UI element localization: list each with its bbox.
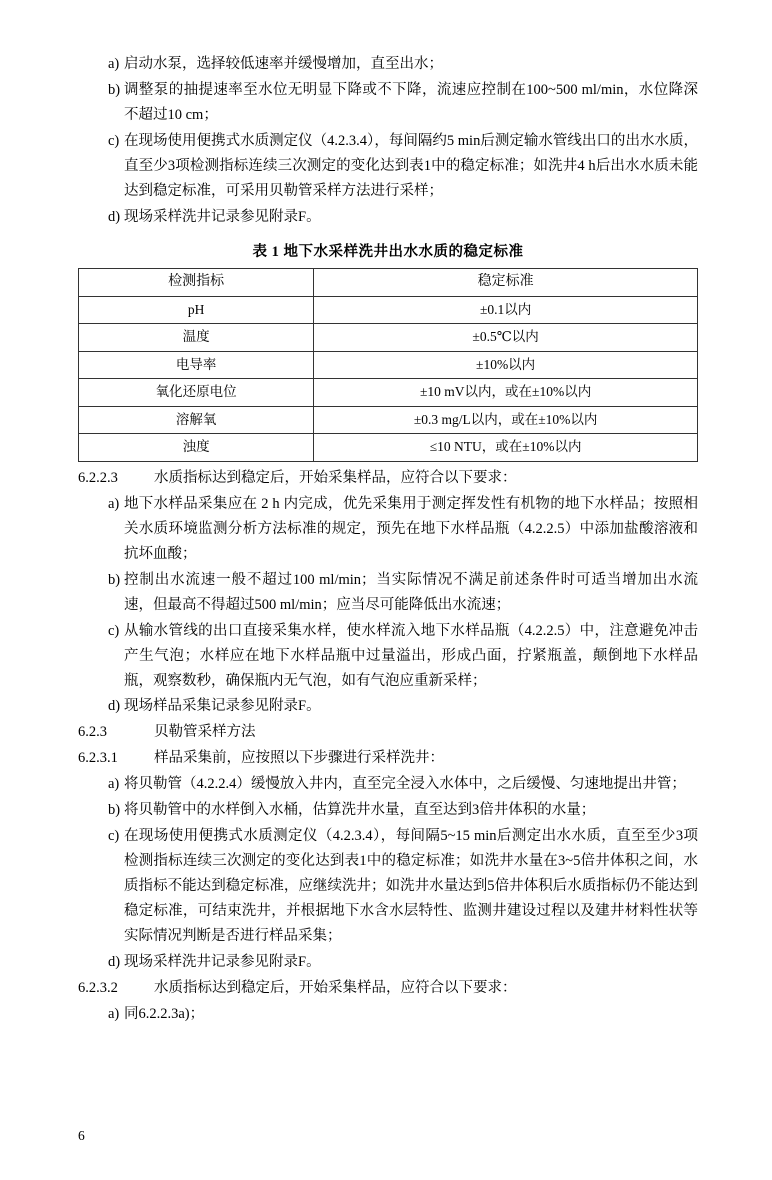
section-title: 样品采集前，应按照以下步骤进行采样洗井： xyxy=(154,750,444,767)
list-item xyxy=(78,129,698,204)
list-marker: b) xyxy=(108,571,121,588)
list-text: 将贝勒管中的水样倒入水桶，估算洗井水量，直至达到3倍井体积的水量； xyxy=(124,802,596,819)
list-text: 在现场使用便携式水质测定仪（4.2.3.4），每间隔5~15 min后测定出水水质，直至至少3项检测指标连续三次测定的变化达到表1中的稳定标准；如洗井水量在3~5倍井体积之间，水质指标不能达到稳定标准，应继续洗井；如洗井水量达到5倍井体积后水质指标仍不能达到稳定标准，可结束洗井，并根据地下水含水层特性、监测井建设过程以及建井材料性状等实际情况判断是否进行样品采集； xyxy=(124,828,698,944)
list-text: 调整泵的抽提速率至水位无明显下降或不下降，流速应控制在100~500 ml/min，水位降深不超过10 cm； xyxy=(124,81,698,123)
section-heading-6232 xyxy=(78,976,698,1001)
table-header-cell: 稳定标准 xyxy=(314,268,698,296)
list-text: 将贝勒管（4.2.2.4）缓慢放入井内，直至完全浸入水体中，之后缓慢、匀速地提出井管； xyxy=(124,776,686,793)
list-marker: d) xyxy=(108,698,121,715)
list-item xyxy=(78,568,698,618)
section-number: 6.2.3 xyxy=(78,724,107,741)
list-marker: d) xyxy=(108,953,121,970)
list-marker: c) xyxy=(108,132,120,149)
table-row xyxy=(79,434,698,462)
list-text: 地下水样品采集应在 2 h 内完成，优先采集用于测定挥发性有机物的地下水样品；按照相关水质环境监测分析方法标准的规定，预先在地下水样品瓶（4.2.2.5）中添加盐酸溶液和抗坏血酸； xyxy=(124,495,698,562)
list-item xyxy=(78,78,698,128)
section-heading-6223 xyxy=(78,466,698,491)
section-title: 水质指标达到稳定后，开始采集样品，应符合以下要求： xyxy=(154,470,517,487)
table-row xyxy=(79,324,698,352)
list-text: 现场采样洗井记录参见附录F。 xyxy=(124,953,321,970)
table-cell-indicator: pH xyxy=(79,296,314,324)
stability-standard-table xyxy=(78,268,698,462)
section-number: 6.2.3.2 xyxy=(78,979,118,996)
table-cell-indicator: 浊度 xyxy=(79,434,314,462)
table-row xyxy=(79,351,698,379)
section-heading-623 xyxy=(78,720,698,745)
list-item xyxy=(78,694,698,719)
table-row xyxy=(79,379,698,407)
list-marker: a) xyxy=(108,1005,120,1022)
table-header-row xyxy=(79,268,698,296)
table-cell-indicator: 温度 xyxy=(79,324,314,352)
list-marker: d) xyxy=(108,208,121,225)
list-text: 控制出水流速一般不超过100 ml/min；当实际情况不满足前述条件时可适当增加出水流速，但最高不得超过500 ml/min；应当尽可能降低出水流速； xyxy=(124,571,698,613)
section-title: 水质指标达到稳定后，开始采集样品，应符合以下要求： xyxy=(154,979,517,996)
section-heading-6231 xyxy=(78,746,698,771)
section-number: 6.2.2.3 xyxy=(78,470,118,487)
table-cell-indicator: 电导率 xyxy=(79,351,314,379)
list-item xyxy=(78,52,698,77)
table-row xyxy=(79,296,698,324)
list-item xyxy=(78,772,698,797)
page-number: 6 xyxy=(78,1128,85,1143)
list-item xyxy=(78,1002,698,1027)
table-header-cell: 检测指标 xyxy=(79,268,314,296)
list-item xyxy=(78,798,698,823)
table-cell-indicator: 氧化还原电位 xyxy=(79,379,314,407)
list-item xyxy=(78,492,698,567)
page-content xyxy=(78,52,698,1028)
list-text: 在现场使用便携式水质测定仪（4.2.3.4），每间隔约5 min后测定输水管线出口的出水水质，直至少3项检测指标连续三次测定的变化达到表1中的稳定标准；如洗井4 h后出水水质未能达到稳定标准，可采用贝勒管采样方法进行采样； xyxy=(124,132,698,199)
section-number: 6.2.3.1 xyxy=(78,750,118,767)
table-cell-indicator: 溶解氧 xyxy=(79,406,314,434)
list-marker: b) xyxy=(108,81,121,98)
list-marker: a) xyxy=(108,56,120,72)
list-item xyxy=(78,950,698,975)
list-item xyxy=(78,619,698,694)
table-cell-standard: ±10 mV以内，或在±10%以内 xyxy=(314,379,698,407)
list-marker: c) xyxy=(108,622,120,639)
list-text: 现场样品采集记录参见附录F。 xyxy=(124,698,321,715)
table-cell-standard: ±0.5℃以内 xyxy=(314,324,698,352)
section-title: 贝勒管采样方法 xyxy=(154,724,256,741)
list-marker: c) xyxy=(108,828,120,845)
table-row xyxy=(79,406,698,434)
list-text: 现场采样洗井记录参见附录F。 xyxy=(124,208,321,225)
list-item xyxy=(78,824,698,949)
list-marker: a) xyxy=(108,776,120,793)
list-marker: b) xyxy=(108,802,121,819)
table-cell-standard: ±0.1以内 xyxy=(314,296,698,324)
list-marker: a) xyxy=(108,495,120,512)
table-caption: 表 1 地下水采样洗井出水水质的稳定标准 xyxy=(252,243,524,260)
list-item xyxy=(78,205,698,230)
list-text: 同6.2.2.3a)； xyxy=(124,1005,205,1022)
list-text: 从输水管线的出口直接采集水样，使水样流入地下水样品瓶（4.2.2.5）中，注意避免冲击产生气泡；水样应在地下水样品瓶中过量溢出，形成凸面，拧紧瓶盖，颠倒地下水样品瓶，观察数秒，确保瓶内无气泡，如有气泡应重新采样； xyxy=(124,622,698,689)
table-cell-standard: ±10%以内 xyxy=(314,351,698,379)
table-cell-standard: ≤10 NTU，或在±10%以内 xyxy=(314,434,698,462)
list-text: 启动水泵，选择较低速率并缓慢增加，直至出水； xyxy=(124,56,443,72)
table-cell-standard: ±0.3 mg/L以内，或在±10%以内 xyxy=(314,406,698,434)
